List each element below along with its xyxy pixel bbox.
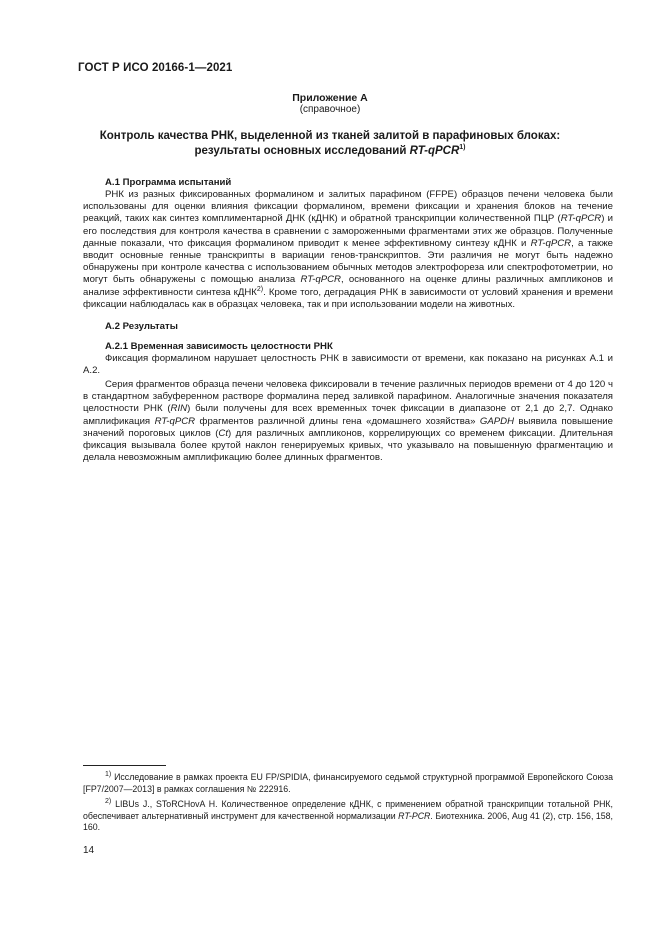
main-title-line2: результаты основных исследований RT-qPCR$^{1)}$: [194, 144, 466, 157]
section-a1-paragraph: РНК из разных фиксированных формалином и залитых парафином (FFPE) образцов печени человека были использованы для оценки влияния фиксации формалином, времени фиксации и хранения блоков на течение реакций, таких как синтез комплиментарной ДНК (кДНК) и обратной транскрипции количественной ПЦР (RT-qPCR) и его последствия для контроля качества в сравнении с замороженными фрагментами этих же образцов. Полученные данные показали, что фиксация формалином приводит к менее эффективному синтезу кДНК и RT-qPCR, а также вводит основные генные транскрипты в вариации генов-транскриптов. Эти различия не могут быть надежно обнаружены при контроле качества с использованием обычных методов электрофореза или спектрофотометрии, но могут быть обнаружены с помощью анализа RT-qPCR, основанного на оценке длины различных ампликонов и анализе эффективности синтеза кДНК$^{2)}$. Кроме того, деградация РНК в зависимости от условий хранения и времени фиксации наблюдалась как в образцах человека, так и при использовании модели на животных.: [83, 189, 614, 310]
appendix-subtitle: (справочное): [299, 104, 361, 115]
page-number: 14: [83, 845, 95, 856]
appendix-main-title: [70, 129, 590, 159]
appendix-title: Приложение А: [292, 92, 368, 104]
section-a1-heading: А.1 Программа испытаний: [105, 177, 232, 188]
footnote-1: $^{1)}$ Исследование в рамках проекта EU FP/SPIDIA, финансируемого седьмой структурной программой Европейского Союза [FP7/2007—2013] в рамках соглашения № 222916.: [83, 771, 613, 794]
footnote-divider: [83, 765, 166, 766]
section-a21-heading: А.2.1 Временная зависимость целостности РНК: [105, 341, 333, 352]
section-a21-paragraph-2: Серия фрагментов образца печени человека фиксировали в течение различных периодов времени от 4 до 120 ч в стандартном забуференном растворе формалина перед заливкой парафином. Аналогичные значения показателя целостности РНК (RIN) были получены для всех временных точек фиксации в диапазоне от 2,1 до 2,7. Однако амплификация RT-qPCR фрагментов различной длины гена «домашнего хозяйства» GAPDH выявила повышение значений пороговых циклов (Ct) для различных ампликонов, коррелирующих со временем фиксации. Длительная фиксация вызывала более крутой наклон генерируемых кривых, что указывало на повышенную фрагментацию и делала невозможным амплификацию более длинных фрагментов.: [83, 379, 613, 464]
section-a2-heading: А.2 Результаты: [105, 321, 178, 332]
footnote-2: $^{2)}$ LIBUs J., SToRCHovA H. Количественное определение кДНК, с применением обратной транскрипции тотальной РНК, обеспечивает альтернативный инструмент для качественной нормализации RT-PCR. Биотехника. 2006, Aug 41 (2), стр. 156, 158, 160.: [83, 798, 613, 833]
main-title-line1: Контроль качества РНК, выделенной из тканей залитой в парафиновых блоках:: [99, 130, 561, 142]
document-code: ГОСТ Р ИСО 20166-1—2021: [78, 62, 233, 74]
section-a21-paragraph-1: Фиксация формалином нарушает целостность РНК в зависимости от времени, как показано на рисунках А.1 и А.2.: [83, 353, 613, 377]
